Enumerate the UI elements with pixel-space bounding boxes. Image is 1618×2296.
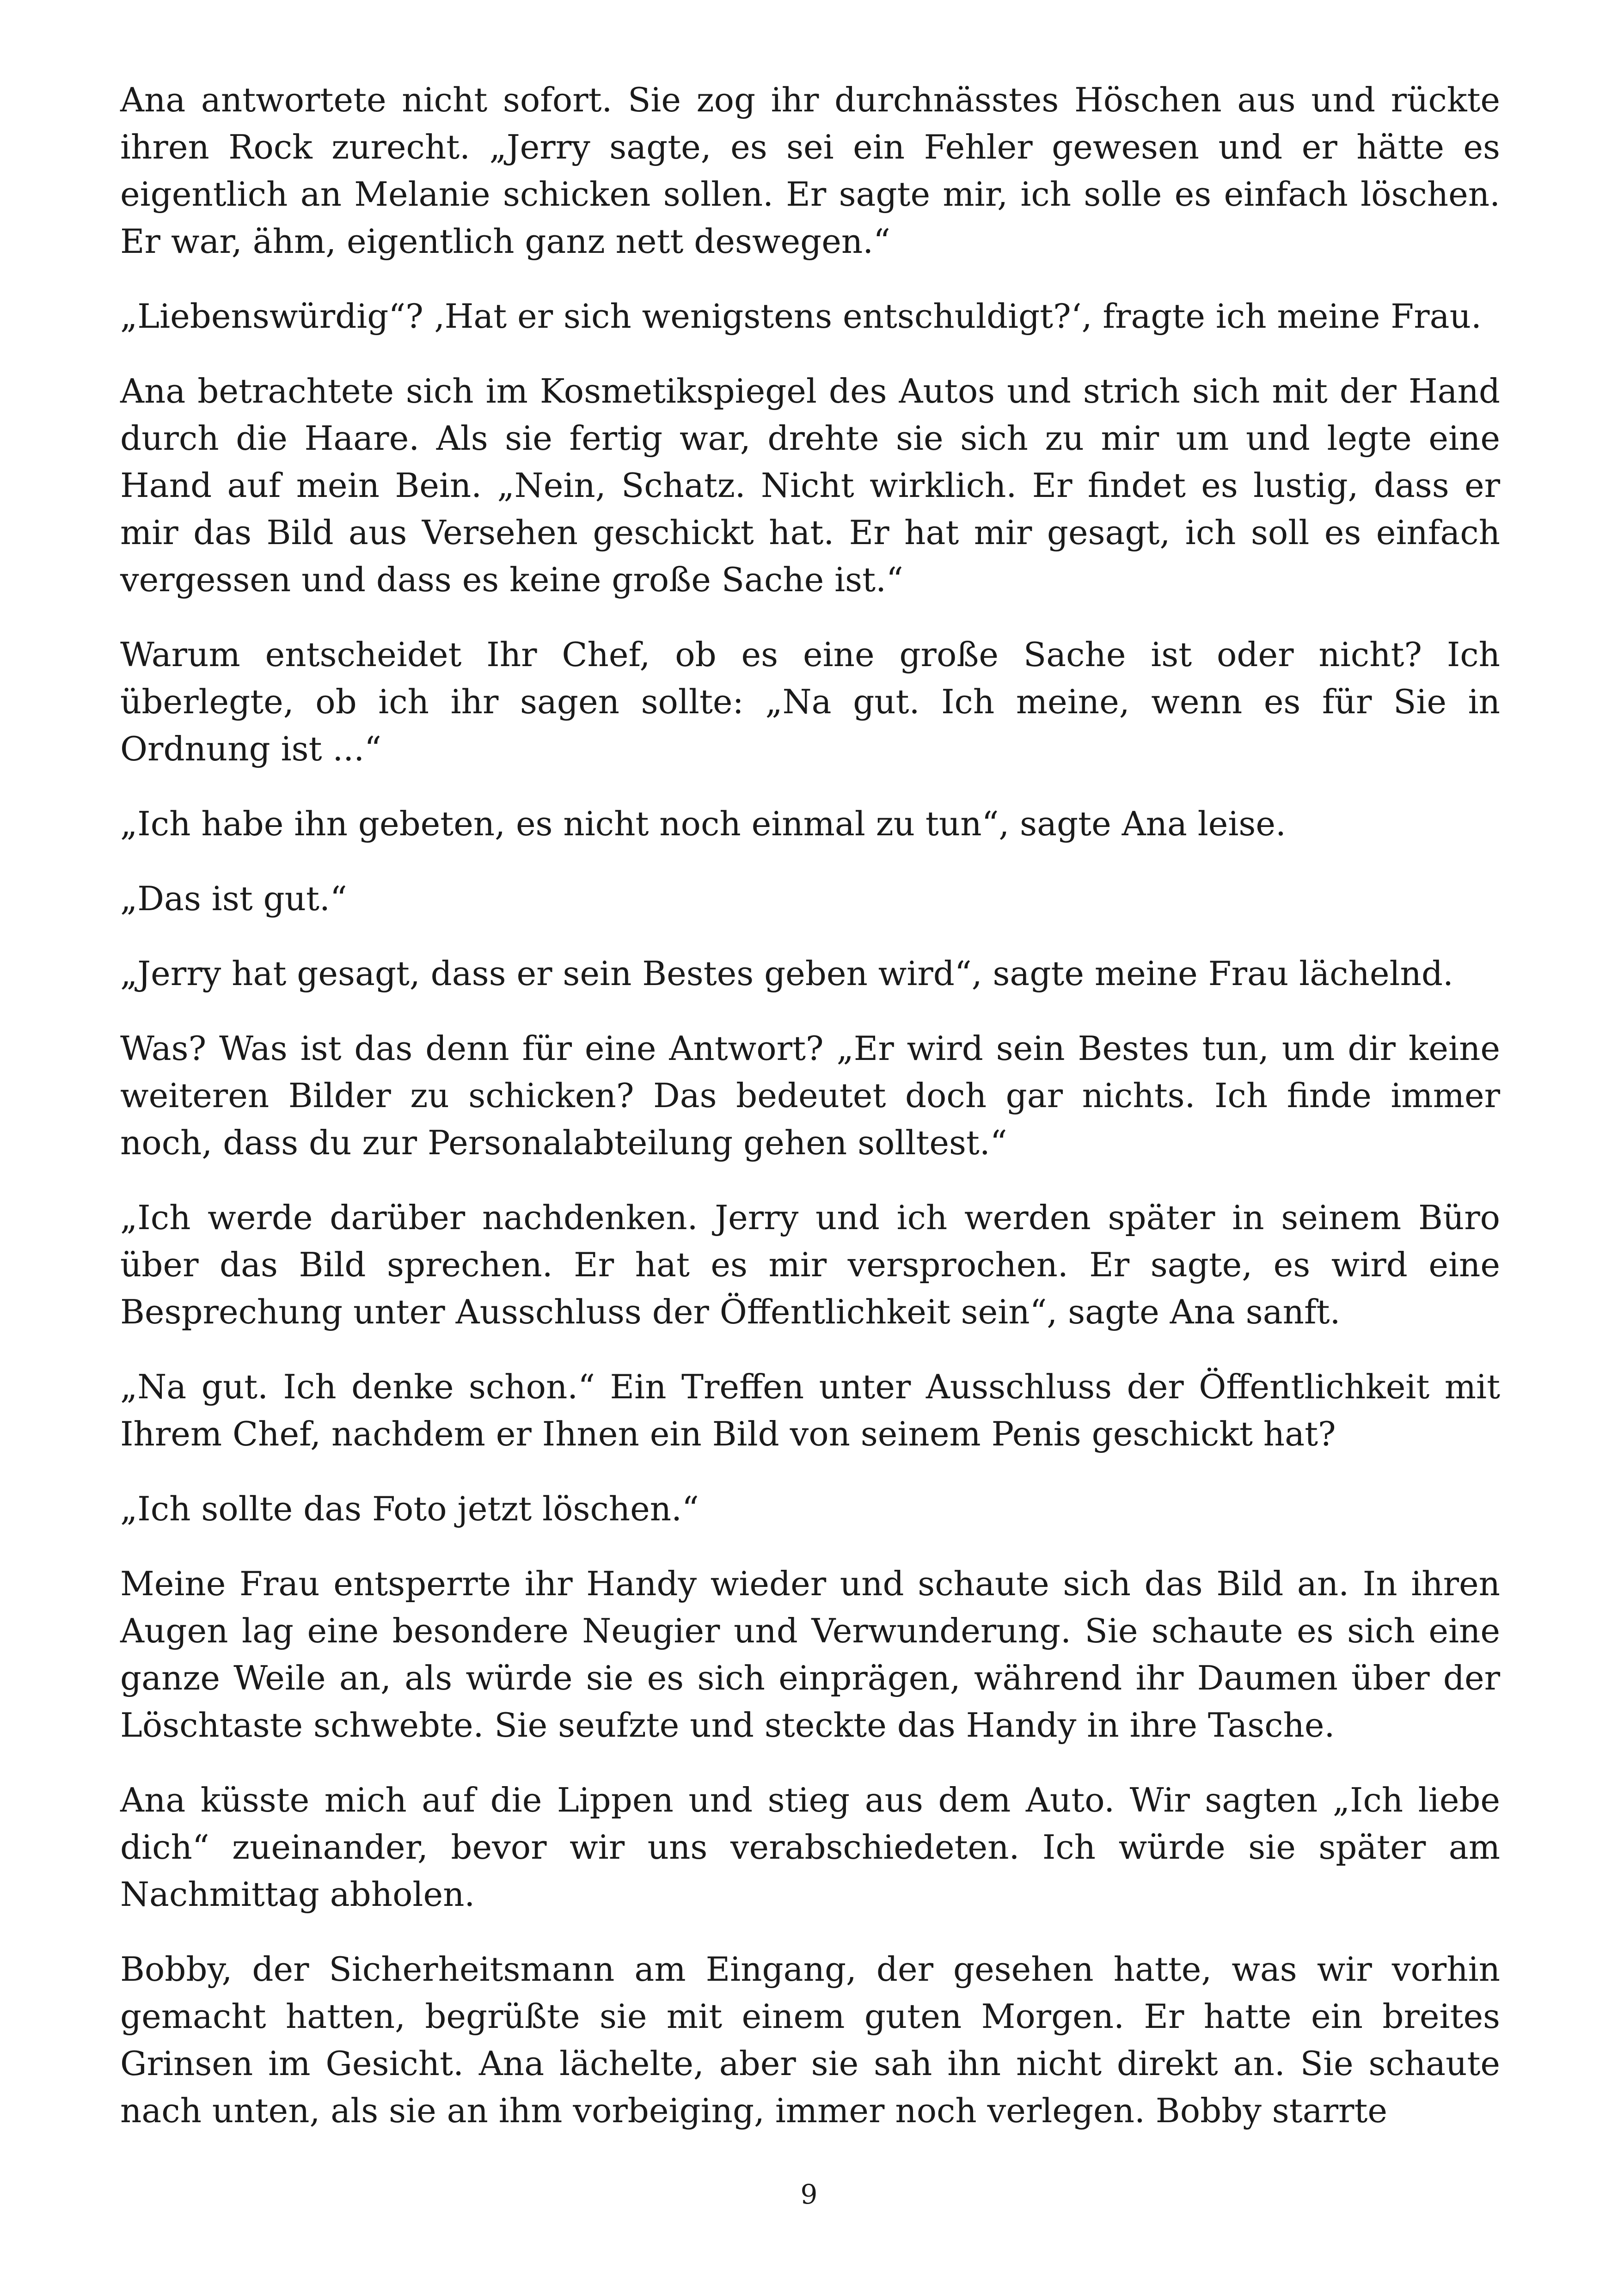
paragraph: „Na gut. Ich denke schon.“ Ein Treffen unter Ausschluss der Öffentlichkeit mit Ihrem Chef, nachdem er Ihnen ein Bild von seinem Penis geschickt hat? xyxy=(120,1367,1500,1453)
paragraph: Ana küsste mich auf die Lippen und stieg aus dem Auto. Wir sagten „Ich liebe dich“ zueinander, bevor wir uns verabschiedeten. Ich würde sie später am Nachmittag abholen. xyxy=(120,1781,1500,1914)
paragraph: Ana antwortete nicht sofort. Sie zog ihr durchnässtes Höschen aus und rückte ihren Rock zurecht. „Jerry sagte, es sei ein Fehler gewesen und er hätte es eigentlich an Melanie schicken sollen. Er sagte mir, ich solle es einfach löschen. Er war, ähm, eigentlich ganz nett deswegen.“ xyxy=(120,80,1500,261)
document-body xyxy=(120,76,1500,2162)
paragraph: „Ich sollte das Foto jetzt löschen.“ xyxy=(120,1489,699,1528)
page-number: 9 xyxy=(800,2179,818,2210)
paragraph: Bobby, der Sicherheitsmann am Eingang, der gesehen hatte, was wir vorhin gemacht hatten, begrüßte sie mit einem guten Morgen. Er hatte ein breites Grinsen im Gesicht. Ana lächelte, aber sie sah ihn nicht direkt an. Sie schaute nach unten, als sie an ihm vorbeiging, immer noch verlegen. Bobby starrte xyxy=(120,1950,1500,2130)
paragraph: Warum entscheidet Ihr Chef, ob es eine große Sache ist oder nicht? Ich überlegte, ob ich ihr sagen sollte: „Na gut. Ich meine, wenn es für Sie in Ordnung ist ...“ xyxy=(120,635,1500,768)
paragraph: „Das ist gut.“ xyxy=(120,879,347,918)
paragraph: „Liebenswürdig“? ‚Hat er sich wenigstens entschuldigt?‘, fragte ich meine Frau. xyxy=(120,297,1482,336)
paragraph: Was? Was ist das denn für eine Antwort? „Er wird sein Bestes tun, um dir keine weiteren Bilder zu schicken? Das bedeutet doch gar nichts. Ich finde immer noch, dass du zur Personalabteilung gehen solltest.“ xyxy=(120,1029,1500,1162)
paragraph: Ana betrachtete sich im Kosmetikspiegel des Autos und strich sich mit der Hand durch die Haare. Als sie fertig war, drehte sie sich zu mir um und legte eine Hand auf mein Bein. „Nein, Schatz. Nicht wirklich. Er findet es lustig, dass er mir das Bild aus Versehen geschickt hat. Er hat mir gesagt, ich soll es einfach vergessen und dass es keine große Sache ist.“ xyxy=(120,372,1500,599)
paragraph: Meine Frau entsperrte ihr Handy wieder und schaute sich das Bild an. In ihren Augen lag eine besondere Neugier und Verwunderung. Sie schaute es sich eine ganze Weile an, als würde sie es sich einprägen, während ihr Daumen über der Löschtaste schwebte. Sie seufzte und steckte das Handy in ihre Tasche. xyxy=(120,1564,1500,1745)
paragraph: „Ich werde darüber nachdenken. Jerry und ich werden später in seinem Büro über das Bild sprechen. Er hat es mir versprochen. Er sagte, es wird eine Besprechung unter Ausschluss der Öffentlichkeit sein“, sagte Ana sanft. xyxy=(120,1198,1500,1331)
paragraph: „Jerry hat gesagt, dass er sein Bestes geben wird“, sagte meine Frau lächelnd. xyxy=(120,954,1453,993)
paragraph: „Ich habe ihn gebeten, es nicht noch einmal zu tun“, sagte Ana leise. xyxy=(120,804,1286,843)
